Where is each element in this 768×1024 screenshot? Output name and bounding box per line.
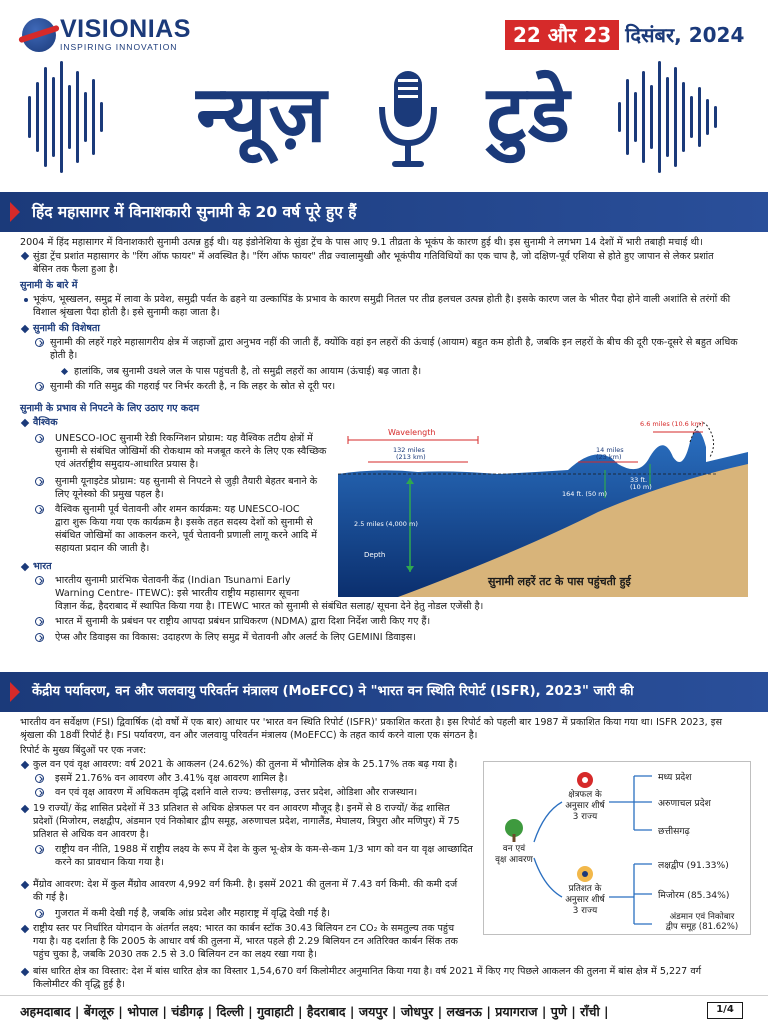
arrow-bullet-icon (35, 434, 44, 443)
india-point2: भारत में सुनामी के प्रबंधन पर राष्ट्रीय आपदा प्रबंधन प्राधिकरण (NDMA) द्वारा दिशा निर्देश जारी किए गए हैं। (55, 616, 431, 627)
arrow-bullet-icon (35, 633, 44, 642)
global-point1-line1: UNESCO-IOC सुनामी रेडी रिकग्निशन प्रोग्राम: यह वैश्विक तटीय क्षेत्रों में (55, 433, 313, 444)
about-line2: विशाल श्रृंखला पैदा होती है। इसे सुनामी कहा जाता है। (33, 307, 220, 318)
diagram-leaf-mp: मध्य प्रदेश (658, 772, 692, 783)
global-point3-line4: सहायता प्रदान की जाती है। (55, 543, 150, 554)
isfr-intro-line2: श्रृंखला की 18वीं रिपोर्ट है। FSI पर्यावरण, वन और जलवायु परिवर्तन मंत्रालय (MoEFCC) के तहत कार्य करने वाला एक संगठन है। (20, 730, 478, 741)
global-point1-line2: सुनामी से संबंधित जोखिमों की रोकथाम को मजबूत करने के लिए एक स्वैच्छिक (55, 446, 327, 457)
microphone-icon (368, 65, 448, 175)
diagram-leaf-lakshadweep: लक्षद्वीप (91.33%) (658, 860, 729, 871)
bullet-icon (21, 563, 29, 571)
steps-heading: सुनामी के प्रभाव से निपटने के लिए उठाए गए कदम (20, 403, 200, 414)
diagram-leaf-andaman: अंडमान एवं निकोबार द्वीप समूह (81.62%) (665, 912, 739, 932)
sunda-trench-line1: सुंडा ट्रेंच प्रशांत महासागर के "रिंग ऑफ फायर" में अवस्थित है। "रिंग ऑफ फायर" तीव्र ज्वालामुखी और भूकंपीय गतिविधियों का एक चाप है, जो दक्षिण-पूर्व एशिया से होते हुए जापान से लेकर प्रशांत (33, 251, 714, 262)
bullet-icon (21, 925, 29, 933)
global-point3-line1: वैश्विक सुनामी पूर्व चेतावनी और शमन कार्यक्रम: यह UNESCO-IOC (55, 504, 300, 515)
masthead-word-news: न्यूज़ (196, 70, 329, 160)
chevron-right-icon (10, 682, 20, 702)
figure-depth-label: Depth (364, 551, 386, 559)
chevron-right-icon (10, 202, 20, 222)
page-header (0, 0, 768, 185)
global-point1-line3: एवं अंतर्राष्ट्रीय समुदाय-आधारित प्रयास है। (55, 459, 199, 470)
figure-d2b: (10 m) (630, 483, 652, 491)
isfr-points-heading: रिपोर्ट के मुख्य बिंदुओं पर एक नजर: (20, 745, 147, 756)
isfr-point2a-line1: राष्ट्रीय वन नीति, 1988 में राष्ट्रीय लक्ष्य के रूप में देश के कुल भू-क्षेत्र के कम-से-कम 1/3 भाग को वन या वृक्ष आच्छादित (55, 844, 473, 855)
isfr-point2a-line2: करने का प्रावधान किया गया है। (55, 857, 164, 868)
diagram-leaf-arunachal: अरुणाचल प्रदेश (658, 798, 711, 809)
isfr-point5-line1: बांस धारित क्षेत्र का विस्तार: देश में बांस धारित क्षेत्र का विस्तार 1,54,670 वर्ग किलोमीटर अनुमानित किया गया है। वर्ष 2021 में किए गए पिछले आकलन की तुलना में बांस क्षेत्र में 5,227 वर्ग (33, 966, 702, 977)
masthead-title (0, 55, 768, 175)
bullet-icon (21, 252, 29, 260)
section-title-isfr: केंद्रीय पर्यावरण, वन और जलवायु परिवर्तन मंत्रालय (MoEFCC) ने "भारत वन स्थिति रिपोर्ट (ISFR), 2023" जारी की (32, 684, 634, 699)
section-banner-tsunami (0, 192, 768, 232)
diagram-root: वन एवं वृक्ष आवरण (495, 844, 533, 865)
isfr-point4-line1: राष्ट्रीय स्तर पर निर्धारित योगदान के अंतर्गत लक्ष्य: भारत का कार्बन स्टॉक 30.43 बिलियन टन CO₂ के समतुल्य तक पहुंच (33, 923, 455, 934)
sunda-trench-line2: बेसिन तक फैला हुआ है। (33, 264, 118, 275)
arrow-bullet-icon (35, 338, 44, 347)
date-month-year: दिसंबर, 2024 (625, 23, 745, 47)
logo-name: VISIONIAS (60, 15, 191, 43)
forest-cover-diagram (483, 761, 751, 935)
isfr-point1a: इसमें 21.76% वन आवरण और 3.41% वृक्ष आवरण शामिल है। (55, 773, 288, 784)
india-point1-line3: विज्ञान केंद्र, हैदराबाद में स्थापित किया गया है। ITEWC भारत को सुनामी से संबंधित सलाह/ सूचना देने हेतु नोडल एजेंसी है। (55, 601, 484, 612)
arrow-bullet-icon (35, 576, 44, 585)
figure-w2: 14 miles (596, 446, 624, 454)
tsunami-intro: 2004 में हिंद महासागर में विनाशकारी सुनामी उत्पन्न हुई थी। यह इंडोनेशिया के सुंडा ट्रेंच के पास आए 9.1 तीव्रता के भूकंप के कारण हुई थी। इस सुनामी ने लगभग 14 देशों में भारी तबाही मचाई थी। (20, 237, 703, 248)
bullet-icon (21, 805, 29, 813)
india-heading: भारत (33, 561, 52, 572)
figure-d2: 33 ft. (630, 476, 648, 484)
figure-w1b: (213 km) (396, 453, 426, 461)
section-title-tsunami: हिंद महासागर में विनाशकारी सुनामी के 20 वर्ष पूरे हुए हैं (32, 203, 357, 221)
figure-w2b: (23 km) (596, 453, 622, 461)
bullet-icon (21, 325, 29, 333)
masthead-word-today: टुडे (486, 70, 572, 160)
isfr-point1b: वन एवं वृक्ष आवरण में अधिकतम वृद्धि दर्शाने वाले राज्य: छत्तीसगढ़, उत्तर प्रदेश, ओडिशा और राजस्थान। (55, 787, 418, 798)
isfr-point5-line2: किलोमीटर की वृद्धि हुई है। (33, 979, 125, 990)
page-number: 1/4 (707, 1002, 743, 1019)
figure-caption: सुनामी लहरें तट के पास पहुंचती हुई (488, 575, 631, 588)
bullet-icon (61, 368, 68, 375)
page-footer (0, 995, 768, 1024)
figure-w3: 6.6 miles (10.6 km) (640, 420, 704, 428)
india-point1-line2: Warning Centre- ITEWC): इसे भारतीय राष्ट्रीय महासागर सूचना (55, 588, 300, 599)
isfr-intro-line1: भारतीय वन सर्वेक्षण (FSI) द्विवार्षिक (दो वर्षों में एक बार) आधार पर 'भारत वन स्थिति रिपोर्ट (ISFR)' प्रकाशित करता है। इस रिपोर्ट को पहली बार 1987 में प्रकाशित किया गया था। ISFR 2023, इस (20, 717, 722, 728)
figure-d1: 164 ft. (50 m) (562, 490, 608, 498)
isfr-point2-line1: 19 राज्यों/ केंद्र शासित प्रदेशों में 33 प्रतिशत से अधिक क्षेत्रफल पर वन आवरण मौजूद है। इनमें से 8 राज्यों/ केंद्र शासित (33, 803, 450, 814)
isfr-point4-line3: पहुंच चुका है, जबकि 2030 तक 2.5 से 3.0 बिलियन टन का लक्ष्य रखा गया है। (33, 949, 317, 960)
arrow-bullet-icon (35, 845, 44, 854)
isfr-point2-line2: प्रदेशों (मिजोरम, लक्षद्वीप, अंडमान एवं निकोबार द्वीप समूह, अरुणाचल प्रदेश, नागालैंड, मेघालय, त्रिपुरा और मणिपुर) में 75 (33, 816, 460, 827)
arrow-bullet-icon (35, 788, 44, 797)
feature2: सुनामी की गति समुद्र की गहराई पर निर्भर करती है, न कि लहर के स्रोत से दूरी पर। (50, 381, 336, 392)
india-point1-line1: भारतीय सुनामी प्रारंभिक चेतावनी केंद्र (Indian Tsunami Early (55, 575, 291, 586)
globe-icon (22, 18, 56, 52)
isfr-point4-line2: गया है। यह दर्शाता है कि 2005 के आधार वर्ष की तुलना में, भारत पहले ही 2.29 बिलियन टन अतिरिक्त कार्बन सिंक तक (33, 936, 458, 947)
arrow-bullet-icon (35, 909, 44, 918)
arrow-bullet-icon (35, 477, 44, 486)
isfr-point3-line2: की गई है। (33, 892, 68, 903)
visionias-logo (22, 16, 191, 52)
figure-w1: 132 miles (393, 446, 425, 454)
figure-depth-value: 2.5 miles (4,000 m) (354, 520, 418, 528)
global-point3-line2: द्वारा शुरू किया गया एक कार्यक्रम है। इसके तहत सदस्य देशों को सुनामी से (55, 517, 313, 528)
logo-tagline: INSPIRING INNOVATION (60, 42, 178, 52)
diagram-leaf-chhattisgarh: छत्तीसगढ़ (658, 826, 690, 837)
feature1-sub: हालांकि, जब सुनामी उथले जल के पास पहुंचती है, तो समुद्री लहरों का आयाम (ऊंचाई) बढ़ जाता है। (74, 366, 422, 377)
arrow-bullet-icon (35, 382, 44, 391)
diagram-branch-percent: प्रतिशत के अनुसार शीर्ष 3 राज्य (565, 884, 605, 916)
bullet-icon (21, 881, 29, 889)
isfr-point3a: गुजरात में कमी देखी गई है, जबकि आंध्र प्रदेश और महाराष्ट्र में वृद्धि देखी गई है। (55, 908, 330, 919)
about-line1: भूकंप, भूस्खलन, समुद्र में लावा के प्रवेश, समुद्री पर्वत के ढहने या उल्कापिंड के प्रभाव के कारण समुद्री नितल पर तीव्र हलचल उत्पन्न होती है। इसके कारण जल के भीतर पैदा होने वाली अशांति से तरंगों की (33, 294, 731, 305)
isfr-point3-line1: मैंग्रोव आवरण: देश में कुल मैंग्रोव आवरण 4,992 वर्ग किमी. है। इसमें 2021 की तुलना में 7.43 वर्ग किमी. की कमी दर्ज (33, 879, 458, 890)
date-days: 22 और 23 (505, 20, 619, 50)
section-banner-isfr (0, 672, 768, 712)
arrow-bullet-icon (35, 617, 44, 626)
footer-cities: अहमदाबाद | बेंगलूरु | भोपाल | चंडीगढ़ | दिल्ली | गुवाहाटी | हैदराबाद | जयपुर | जोधपुर | लखनऊ | प्रयागराज | पुणे | राँची | (20, 1004, 609, 1019)
diagram-branch-area: क्षेत्रफल के अनुसार शीर्ष 3 राज्य (565, 790, 605, 822)
india-point3: ऐप्स और डिवाइस का विकास: उदाहरण के लिए समुद्र में चेतावनी और अलर्ट के लिए GEMINI डिवाइस। (55, 632, 416, 643)
figure-wavelength-label: Wavelength (388, 428, 436, 437)
bullet-icon (21, 419, 29, 427)
feature1-line1: सुनामी की लहरें गहरे महासागरीय क्षेत्र में जहाजों द्वारा अनुभव नहीं की जाती हैं, क्योंकि वहां इन लहरों की ऊंचाई (आयाम) बहुत कम होती है, जबकि इन लहरों के बीच की दूरी एक-दूसरे से बहुत अधिक (50, 337, 738, 348)
global-point2-line2: लिए यूनेस्को की प्रमुख पहल है। (55, 489, 164, 500)
bullet-icon (21, 761, 29, 769)
global-heading: वैश्विक (33, 417, 58, 428)
global-point2-line1: सुनामी यूनाइटेड प्रोग्राम: यह सुनामी से निपटने से जुड़ी तैयारी बेहतर बनाने के (55, 476, 318, 487)
feature1-line2: होती है। (50, 350, 78, 361)
arrow-bullet-icon (35, 774, 44, 783)
features-heading: सुनामी की विशेषता (33, 323, 100, 334)
arrow-bullet-icon (35, 505, 44, 514)
bullet-icon (24, 298, 28, 302)
global-point3-line3: संबंधित जोखिमों का आकलन करने, पूर्व चेतावनी प्रणाली लागू करने आदि में (55, 530, 318, 541)
tsunami-wave-figure (338, 402, 748, 597)
issue-date (505, 20, 744, 50)
diagram-leaf-mizoram: मिजोरम (85.34%) (658, 890, 730, 901)
isfr-point1: कुल वन एवं वृक्ष आवरण: वर्ष 2021 के आकलन (24.62%) की तुलना में भौगोलिक क्षेत्र के 25.17% तक बढ़ गया है। (33, 759, 458, 770)
bullet-icon (21, 968, 29, 976)
about-heading: सुनामी के बारे में (20, 280, 78, 291)
isfr-point2-line3: प्रतिशत से अधिक वन आवरण है। (33, 829, 149, 840)
